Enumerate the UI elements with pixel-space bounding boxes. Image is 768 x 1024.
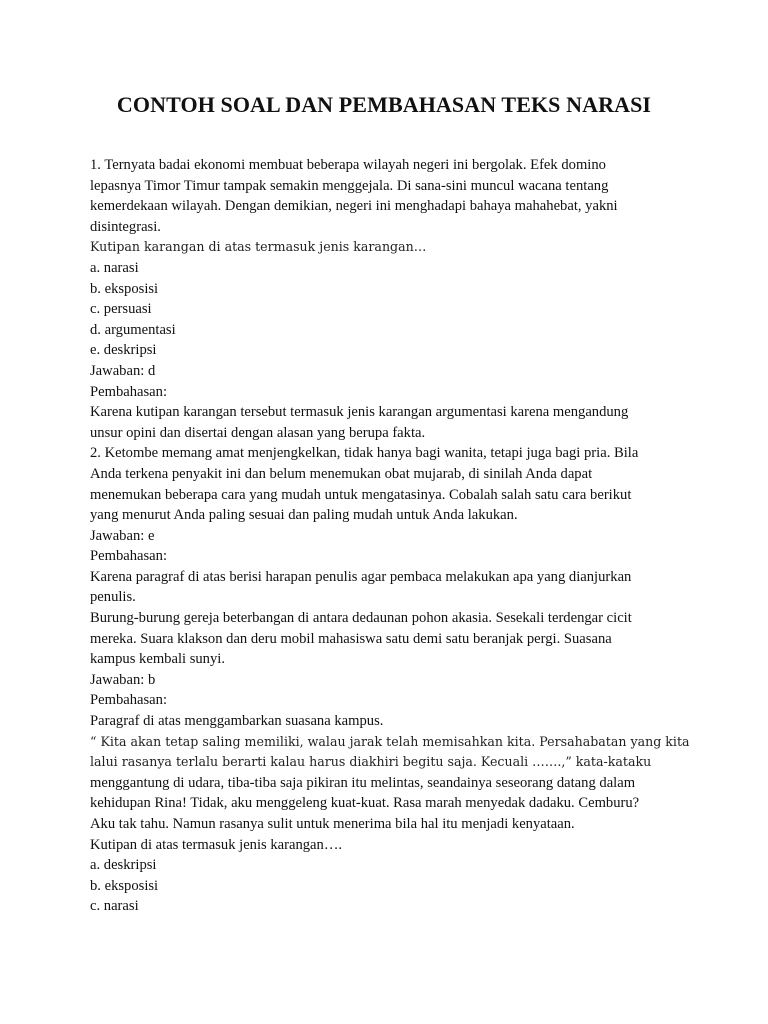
text-line: kehidupan Rina! Tidak, aku menggeleng kuat-kuat. Rasa marah menyedak dadaku. Cemburu? — [90, 795, 640, 812]
text-line: Kutipan karangan di atas termasuk jenis karangan… — [90, 239, 427, 255]
text-line: Pembahasan: — [90, 383, 168, 400]
text-line: Kutipan di atas termasuk jenis karangan…. — [90, 836, 343, 853]
text-line: Paragraf di atas menggambarkan suasana kampus. — [90, 713, 384, 730]
text-line: d. argumentasi — [90, 321, 176, 338]
text-line: yang menurut Anda paling sesuai dan paling mudah untuk Anda lakukan. — [90, 507, 518, 524]
text-line: 1. Ternyata badai ekonomi membuat beberapa wilayah negeri ini bergolak. Efek domino — [90, 157, 606, 173]
text-line: Jawaban: b — [90, 671, 156, 688]
text-line: lepasnya Timor Timur tampak semakin menggejala. Di sana-sini muncul wacana tentang — [90, 177, 609, 194]
document-body — [90, 155, 690, 917]
page-title: CONTOH SOAL DAN PEMBAHASAN TEKS NARASI — [116, 92, 652, 117]
text-line: unsur opini dan disertai dengan alasan yang berupa fakta. — [90, 424, 426, 441]
text-line: Anda terkena penyakit ini dan belum menemukan obat mujarab, di sinilah Anda dapat — [90, 465, 593, 482]
text-line: a. deskripsi — [90, 857, 157, 874]
text-line: Karena kutipan karangan tersebut termasuk jenis karangan argumentasi karena mengandung — [90, 404, 629, 421]
text-line: lalui rasanya terlalu berarti kalau harus diakhiri begitu saja. Kecuali …….,” kata-kataku — [90, 754, 652, 770]
text-line: b. eksposisi — [90, 280, 159, 297]
text-line: a. narasi — [90, 259, 139, 276]
text-line: disintegrasi. — [90, 218, 161, 235]
text-line: kemerdekaan wilayah. Dengan demikian, negeri ini menghadapi bahaya mahahebat, yakni — [90, 198, 618, 215]
text-line: c. narasi — [90, 898, 139, 915]
text-line: Burung-burung gereja beterbangan di antara dedaunan pohon akasia. Sesekali terdengar cicit — [90, 610, 632, 627]
text-line: c. persuasi — [90, 301, 152, 318]
text-line: “ Kita akan tetap saling memiliki, walau jarak telah memisahkan kita. Persahabatan yang kita — [90, 733, 690, 749]
text-line: e. deskripsi — [90, 342, 157, 359]
text-line: Pembahasan: — [90, 692, 168, 709]
text-line: Jawaban: e — [90, 527, 155, 544]
text-line: menemukan beberapa cara yang mudah untuk mengatasinya. Cobalah salah satu cara berikut — [90, 486, 632, 503]
text-line: kampus kembali sunyi. — [90, 651, 225, 668]
text-line: mereka. Suara klakson dan deru mobil mahasiswa satu demi satu beranjak pergi. Suasana — [90, 630, 612, 647]
text-line: menggantung di udara, tiba-tiba saja pikiran itu melintas, seandainya seseorang datang dalam — [90, 774, 636, 791]
text-line: Aku tak tahu. Namun rasanya sulit untuk menerima bila hal itu menjadi kenyataan. — [90, 816, 575, 832]
text-line: Pembahasan: — [90, 548, 168, 565]
text-line: b. eksposisi — [90, 877, 159, 894]
text-line: penulis. — [90, 589, 136, 606]
text-line: Karena paragraf di atas berisi harapan penulis agar pembaca melakukan apa yang dianjurkan — [90, 568, 632, 585]
text-line: Jawaban: d — [90, 362, 156, 379]
text-line: 2. Ketombe memang amat menjengkelkan, tidak hanya bagi wanita, tetapi juga bagi pria. Bila — [90, 445, 639, 462]
